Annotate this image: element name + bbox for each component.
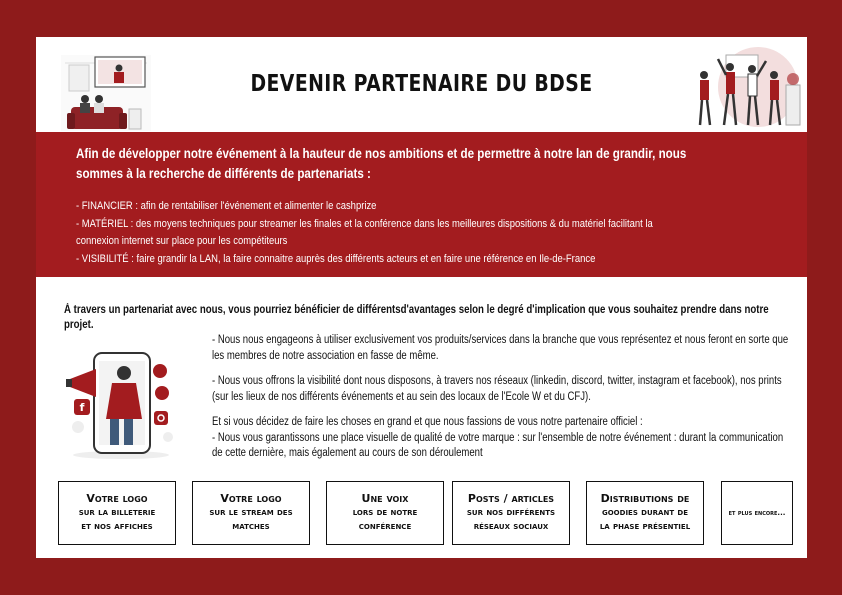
offer-box-ticketing-logo: Votre logo sur la billeterie et nos affiches	[58, 481, 176, 545]
benefit-visibility: - Nous vous offrons la visibilité dont nous disposons, à travers nos réseaux (linkedin, discord, twitter, instagram et facebook), nos prints (sur les lieux de nos différents événements et au sein des locaux de l'Ecole W et du CFJ).	[212, 375, 782, 403]
partnership-types-band	[36, 132, 807, 277]
svg-text:f: f	[79, 401, 85, 414]
megaphone-phone-social-illustration	[66, 349, 176, 461]
list-item: - VISIBILITÉ : faire grandir la LAN, la faire connaitre auprès des différents acteurs et en faire une référence en Ile-de-France	[76, 252, 596, 265]
partnership-types-list	[76, 198, 730, 268]
celebrating-people-illustration	[686, 45, 806, 133]
offer-box-more: et plus encore...	[721, 481, 793, 545]
benefits-intro: À travers un partenariat avec nous, vous pourriez bénéficier de différentsd'avantages selon le degré d'implication que vous souhaitez prendre dans notre projet.	[64, 304, 769, 331]
list-item: - FINANCIER : afin de rentabiliser l'événement et alimenter le cashprize	[76, 200, 377, 212]
offer-box-goodies: Distributions de goodies durant de la phase présentiel	[586, 481, 704, 545]
offer-box-conference-voice: Une voix lors de notre conférence	[326, 481, 444, 545]
benefit-official-partner: - Nous vous garantissons une place visuelle de qualité de votre marque : sur l'ensemble de notre événement : durant la communication de cette dernière, mais également au cours de son déroulement	[212, 431, 784, 459]
benefit-exclusive-use: - Nous nous engageons à utiliser exclusivement vos produits/services dans la branche que vous représentez et nous feront en sorte que les membres de notre association en fasse de même.	[212, 334, 789, 362]
list-item: - MATÉRIEL : des moyens techniques pour streamer les finales et la conférence dans les meilleures dispositions & du matériel facilitant la	[76, 217, 653, 230]
offer-box-social-posts: Posts / articles sur nos différents réseaux sociaux	[452, 481, 570, 545]
page-title: DEVENIR PARTENAIRE DU BDSE	[250, 71, 593, 97]
benefits-points	[212, 333, 793, 462]
list-item: connexion internet sur place pour les compétiteurs	[76, 235, 288, 247]
offer-box-stream-logo: Votre logo sur le stream des matches	[192, 481, 310, 545]
offer-boxes	[58, 481, 798, 546]
official-partner-intro: Et si vous décidez de faire les choses en grand et que nous fassions de vous notre partenaire officiel :	[212, 416, 643, 428]
band-intro-text: Afin de développer notre événement à la hauteur de nos ambitions et de permettre à notre lan de grandir, nous sommes à la recherche de différents de partenariats :	[76, 146, 687, 181]
poster-sheet	[36, 37, 807, 558]
